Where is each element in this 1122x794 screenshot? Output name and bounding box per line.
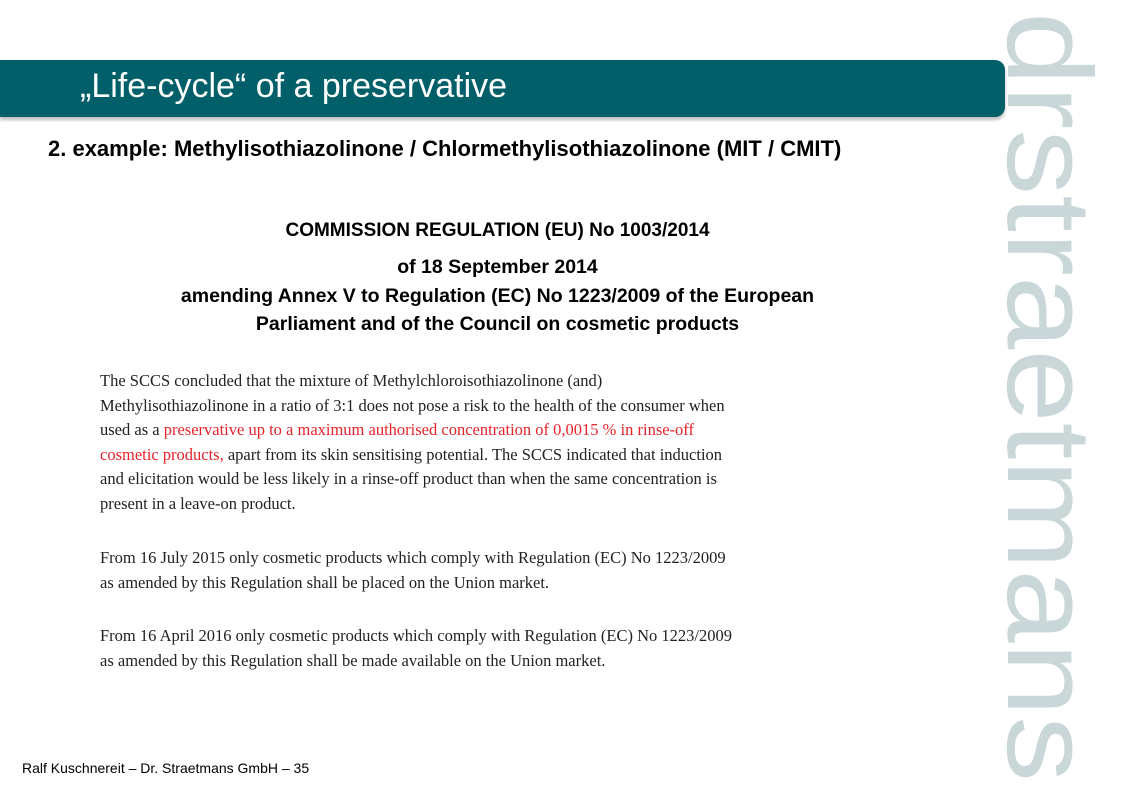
slide-footer: Ralf Kuschnereit – Dr. Straetmans GmbH – 35 [22,760,310,776]
text-line: From 16 April 2016 only cosmetic products which comply with Regulation (EC) No 1223/2009 [100,626,732,645]
brand-logo [982,0,1122,794]
text-line: as amended by this Regulation shall be placed on the Union market. [100,572,550,592]
text-line: The SCCS concluded that the mixture of Methylchloroisothiazolinone (and) [100,371,603,390]
text-line: Methylisothiazolinone in a ratio of 3:1 does not pose a risk to the health of the consumer when [100,395,725,415]
slide-subtitle: 2. example: Methylisothiazolinone / Chlormethylisothiazolinone (MIT / CMIT) [48,136,842,161]
paragraph-placing-on-market [100,546,880,595]
text-segment: used as a [100,420,164,440]
regulation-date: of 18 September 2014 [397,256,598,278]
text-line: present in a leave-on product. [100,493,296,513]
highlighted-text: preservative up to a maximum authorised concentration of 0,0015 % in rinse-off [163,420,694,440]
paragraph-sccs-conclusion [100,369,880,517]
title-bar [0,60,1005,117]
text-line [100,418,880,443]
text-segment: apart from its skin sensitising potential. The SCCS indicated that induction [223,444,723,464]
slide-title: „Life-cycle“ of a preservative [80,67,508,105]
brand-wordmark-text: drstraetmans [982,12,1116,713]
brand-wordmark [982,0,1122,794]
text-line: as amended by this Regulation shall be made available on the Union market. [100,650,606,670]
highlighted-text: cosmetic products, [100,444,224,464]
paragraph-making-available [100,624,880,673]
text-line: From 16 July 2015 only cosmetic products which comply with Regulation (EC) No 1223/2009 [100,548,726,567]
text-line [100,443,880,468]
regulation-scope-line-2: Parliament and of the Council on cosmetic products [255,313,740,335]
text-line: and elicitation would be less likely in a rinse-off product than when the same concentration is [100,469,717,489]
regulation-scope-line-1: amending Annex V to Regulation (EC) No 1223/2009 of the European [180,285,815,307]
regulation-title: COMMISSION REGULATION (EU) No 1003/2014 [285,220,710,241]
